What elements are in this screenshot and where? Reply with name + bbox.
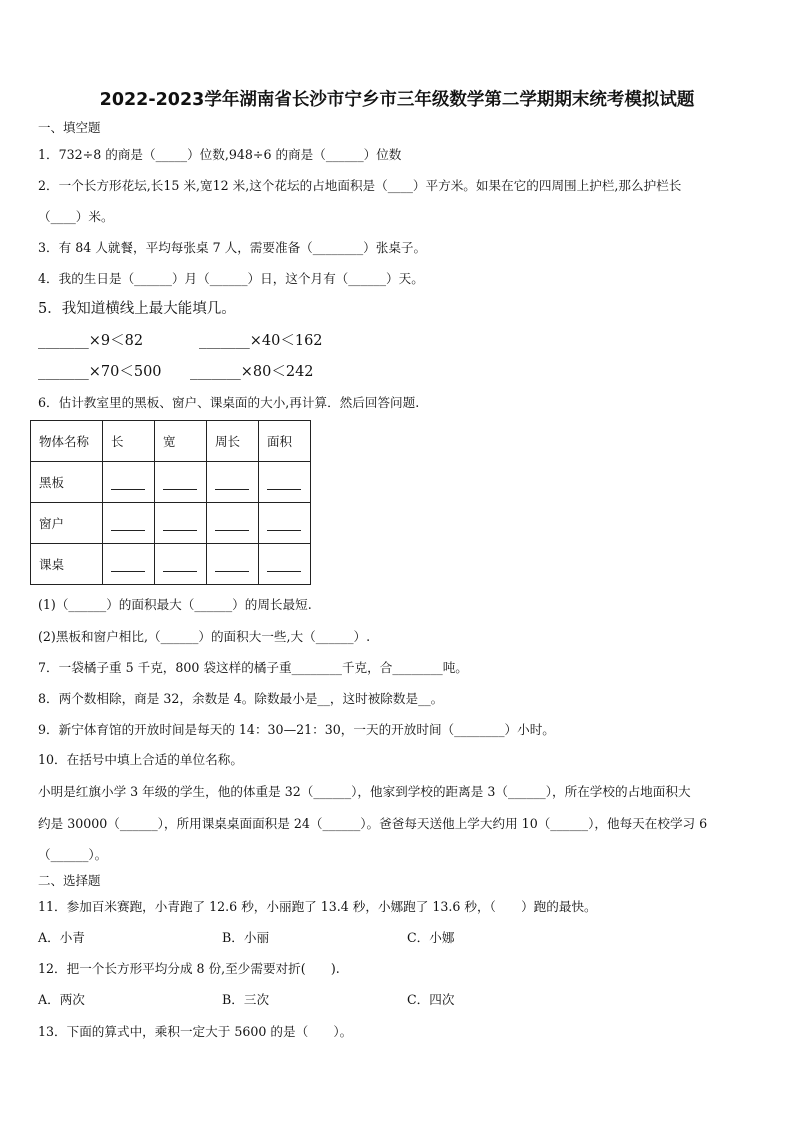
- question-6: 6．估计教室里的黑板、窗户、课桌面的大小,再计算．然后回答问题.: [38, 395, 420, 410]
- question-2-line2: （____）米。: [38, 209, 114, 224]
- question-10-line2: 约是 30000（______），所用课桌桌面面积是 24（______）。爸爸每天送他上学大约用 10（______），他每天在校学习 6: [38, 816, 708, 831]
- page-title: 2022-2023学年湖南省长沙市宁乡市三年级数学第二学期期末统考模拟试题: [99, 90, 695, 110]
- section-multiple-choice: 二、选择题: [38, 873, 101, 888]
- answer-blank[interactable]: [155, 544, 207, 585]
- table-header-cell: 周长: [207, 421, 259, 462]
- question-10-line1: 小明是红旗小学 3 年级的学生，他的体重是 32（______），他家到学校的距离是 3（______），所在学校的占地面积大: [38, 784, 691, 799]
- table-header-row: [31, 421, 311, 462]
- answer-blank[interactable]: [155, 462, 207, 503]
- question-8: 8．两个数相除，商是 32，余数是 4。除数最小是__，这时被除数是__。: [38, 691, 444, 706]
- answer-blank[interactable]: [155, 503, 207, 544]
- question-5d: _______×80＜242: [190, 364, 314, 380]
- answer-blank[interactable]: [103, 544, 155, 585]
- question-1: 1．732÷8 的商是（_____）位数,948÷6 的商是（______）位数: [38, 147, 402, 162]
- question-2-line1: 2．一个长方形花坛,长15 米,宽12 米,这个花坛的占地面积是（____）平方米。如果在它的四周围上护栏,那么护栏长: [38, 178, 682, 193]
- question-10: 10．在括号中填上合适的单位名称。: [38, 752, 243, 767]
- estimation-table: [30, 420, 311, 585]
- question-5b: _______×40＜162: [199, 333, 323, 349]
- question-11: 11．参加百米赛跑，小青跑了 12.6 秒，小丽跑了 13.4 秒，小娜跑了 13.6 秒，（ ）跑的最快。: [38, 899, 597, 914]
- answer-blank[interactable]: [103, 462, 155, 503]
- option-a[interactable]: A．小青: [38, 930, 85, 945]
- option-b[interactable]: B．小丽: [222, 930, 270, 945]
- question-6-part1: (1)（______）的面积最大（______）的周长最短.: [38, 597, 312, 612]
- option-c[interactable]: C．小娜: [407, 930, 455, 945]
- row-label: 窗户: [31, 503, 103, 544]
- question-7: 7．一袋橘子重 5 千克，800 袋这样的橘子重________千克，合________吨。: [38, 660, 468, 675]
- option-c[interactable]: C．四次: [407, 992, 455, 1007]
- table-header-cell: 长: [103, 421, 155, 462]
- question-10-line3: （______）。: [38, 847, 108, 862]
- question-3: 3．有 84 人就餐，平均每张桌 7 人，需要准备（________）张桌子。: [38, 240, 427, 255]
- table-header-cell: 面积: [259, 421, 311, 462]
- table-row: [31, 503, 311, 544]
- answer-blank[interactable]: [207, 462, 259, 503]
- row-label: 课桌: [31, 544, 103, 585]
- question-9: 9．新宁体育馆的开放时间是每天的 14：30—21：30，一天的开放时间（________）小时。: [38, 722, 555, 737]
- table-row: [31, 462, 311, 503]
- option-a[interactable]: A．两次: [38, 992, 85, 1007]
- option-b[interactable]: B．三次: [222, 992, 270, 1007]
- answer-blank[interactable]: [103, 503, 155, 544]
- answer-blank[interactable]: [207, 503, 259, 544]
- table-header-cell: 宽: [155, 421, 207, 462]
- question-4: 4．我的生日是（______）月（______）日，这个月有（______）天。: [38, 271, 424, 286]
- section-fill-in-blank: 一、填空题: [38, 120, 101, 135]
- question-13: 13．下面的算式中，乘积一定大于 5600 的是（ ）。: [38, 1024, 353, 1039]
- row-label: 黑板: [31, 462, 103, 503]
- table-header-cell: 物体名称: [31, 421, 103, 462]
- answer-blank[interactable]: [259, 462, 311, 503]
- question-5a: _______×9＜82: [38, 333, 144, 349]
- question-5c: _______×70＜500: [38, 364, 162, 380]
- question-12: 12．把一个长方形平均分成 8 份,至少需要对折( ).: [38, 961, 340, 976]
- table-row: [31, 544, 311, 585]
- answer-blank[interactable]: [259, 544, 311, 585]
- question-5: 5．我知道横线上最大能填几。: [38, 301, 236, 317]
- answer-blank[interactable]: [207, 544, 259, 585]
- answer-blank[interactable]: [259, 503, 311, 544]
- question-6-part2: (2)黑板和窗户相比,（______）的面积大一些,大（______）.: [38, 629, 371, 644]
